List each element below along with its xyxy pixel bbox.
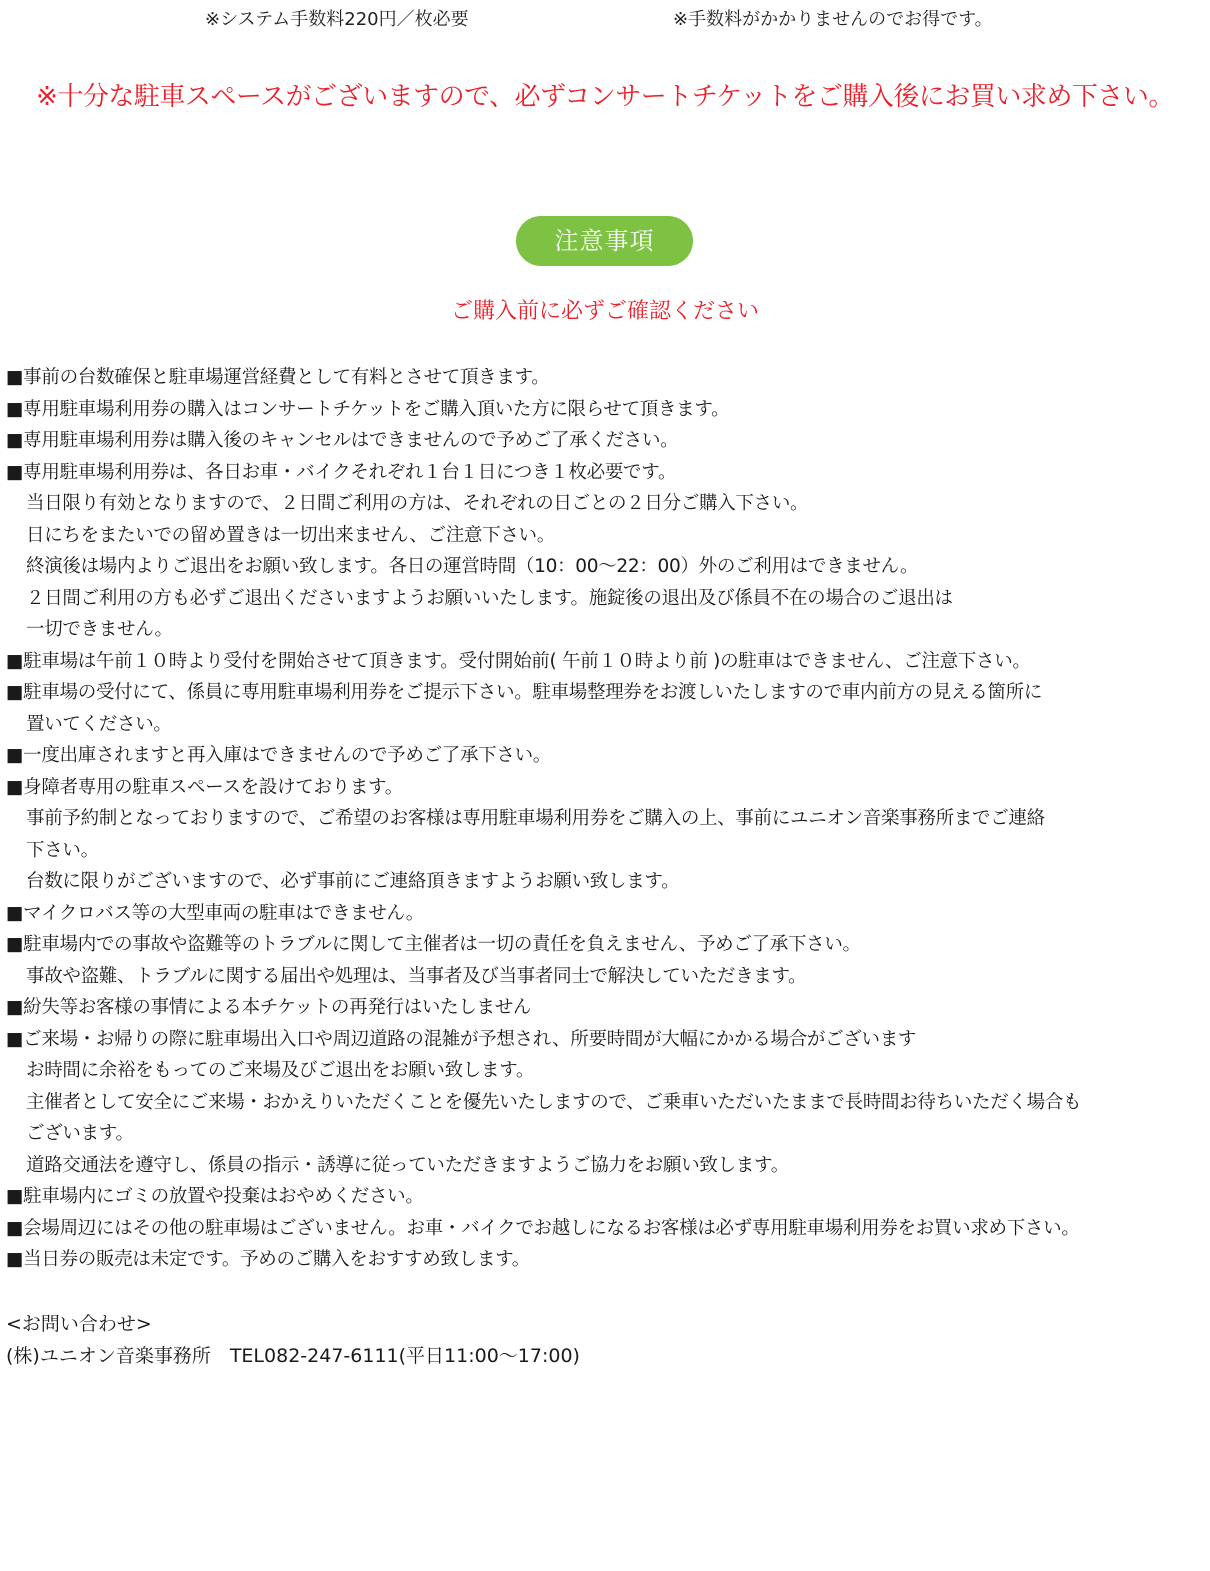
notice-continuation-line: 道路交通法を遵守し、係員の指示・誘導に従っていただきますようご協力をお願い致します。 (26, 1154, 789, 1176)
notice-item (6, 929, 1210, 992)
notice-continuation-line: 主催者として安全にご来場・おかえりいただくことを優先いたしますので、ご乗車いただいたままで長時間お待ちいただく場合も (26, 1091, 1082, 1113)
notice-line: ■駐車場の受付にて、係員に専用駐車場利用券をご提示下さい。駐車場整理券をお渡しいたしますので車内前方の見える箇所に (6, 682, 1043, 703)
notice-continuation-line: お時間に余裕をもってのご来場及びご退出をお願い致します。 (26, 1060, 535, 1081)
notice-line: ■一度出庫されますと再入庫はできませんので予めご了承下さい。 (6, 745, 551, 766)
notice-item (6, 362, 1210, 394)
notice-line: ■マイクロバス等の大型車両の駐車はできません。 (6, 902, 424, 924)
notice-item (6, 772, 1210, 898)
notice-line: ■駐車場内での事故や盗難等のトラブルに関して主催者は一切の責任を負えません、予めご了承下さい。 (6, 934, 861, 955)
notice-item (6, 646, 1210, 678)
contact-heading: <お問い合わせ> (6, 1313, 152, 1335)
notice-item (6, 1181, 1210, 1213)
notice-continuation-line: 置いてください。 (26, 713, 172, 735)
notice-line: ■駐車場は午前１０時より受付を開始させて頂きます。受付開始前( 午前１０時より前 )の駐車はできません、ご注意下さい。 (6, 650, 1031, 672)
notice-list (6, 362, 1210, 1276)
notice-line: ■当日券の販売は未定です。予めのご購入をおすすめ致します。 (6, 1249, 531, 1270)
purchase-warning: ※十分な駐車スペースがございますので、必ずコンサートチケットをご購入後にお買い求め下さい。 (36, 82, 1174, 112)
notice-item (6, 898, 1210, 930)
notice-line: ■専用駐車場利用券は、各日お車・バイクそれぞれ１台１日につき１枚必要です。 (6, 461, 677, 483)
notice-line: ■身障者専用の駐車スペースを設けております。 (6, 776, 403, 798)
notice-line: ■事前の台数確保と駐車場運営経費として有料とさせて頂きます。 (6, 367, 550, 388)
notice-item (6, 1024, 1210, 1182)
notice-continuation-line: ございます。 (26, 1123, 134, 1144)
notice-item (6, 677, 1210, 740)
notice-continuation-line: 台数に限りがございますので、必ず事前にご連絡頂きますようお願い致します。 (26, 871, 680, 892)
notice-continuation-line: ２日間ご利用の方も必ずご退出くださいますようお願いいたします。施錠後の退出及び係員不在の場合のご退出は (26, 587, 953, 609)
confirm-subheading: ご購入前に必ずご確認ください (450, 299, 759, 324)
fee-note-right: ※手数料がかかりませんのでお得です。 (673, 9, 993, 30)
notice-continuation-line: 当日限り有効となりますので、２日間ご利用の方は、それぞれの日ごとの２日分ご購入下さい。 (26, 493, 809, 514)
notice-line: ■駐車場内にゴミの放置や投棄はおやめください。 (6, 1186, 424, 1207)
notice-continuation-line: 日にちをまたいでの留め置きは一切出来ません、ご注意下さい。 (26, 524, 555, 546)
notice-badge: 注意事項 (516, 216, 693, 266)
notice-continuation-line: 終演後は場内よりご退出をお願い致します。各日の運営時間（10：00～22：00）外のご利用はできません。 (26, 556, 919, 577)
notice-line: ■会場周辺にはその他の駐車場はございません。お車・バイクでお越しになるお客様は必ず専用駐車場利用券をお買い求め下さい。 (6, 1217, 1080, 1239)
notice-line: ■ご来場・お帰りの際に駐車場出入口や周辺道路の混雑が予想され、所要時間が大幅にかかる場合がございます (6, 1028, 917, 1050)
notice-continuation-line: 事故や盗難、トラブルに関する届出や処理は、当事者及び当事者同士で解決していただきます。 (26, 965, 807, 987)
notice-item (6, 1244, 1210, 1276)
notice-line: ■専用駐車場利用券は購入後のキャンセルはできませんので予めご了承ください。 (6, 430, 679, 451)
notice-item (6, 1213, 1210, 1245)
notice-continuation-line: 一切できません。 (26, 619, 173, 640)
notice-line: ■紛失等お客様の事情による本チケットの再発行はいたしません (6, 997, 532, 1018)
contact-block (6, 1308, 580, 1372)
notice-item (6, 457, 1210, 646)
notice-continuation-line: 事前予約制となっておりますので、ご希望のお客様は専用駐車場利用券をご購入の上、事前にユニオン音楽事務所までご連絡 (26, 808, 1045, 829)
notice-item (6, 425, 1210, 457)
notice-continuation-line: 下さい。 (26, 839, 99, 861)
notice-item (6, 740, 1210, 772)
notice-item (6, 394, 1210, 426)
notice-line: ■専用駐車場利用券の購入はコンサートチケットをご購入頂いた方に限らせて頂きます。 (6, 398, 730, 420)
contact-line: (株)ユニオン音楽事務所 TEL082-247-6111(平日11:00～17:00) (6, 1345, 580, 1367)
notice-item (6, 992, 1210, 1024)
fee-note-left: ※システム手数料220円／枚必要 (205, 9, 469, 30)
